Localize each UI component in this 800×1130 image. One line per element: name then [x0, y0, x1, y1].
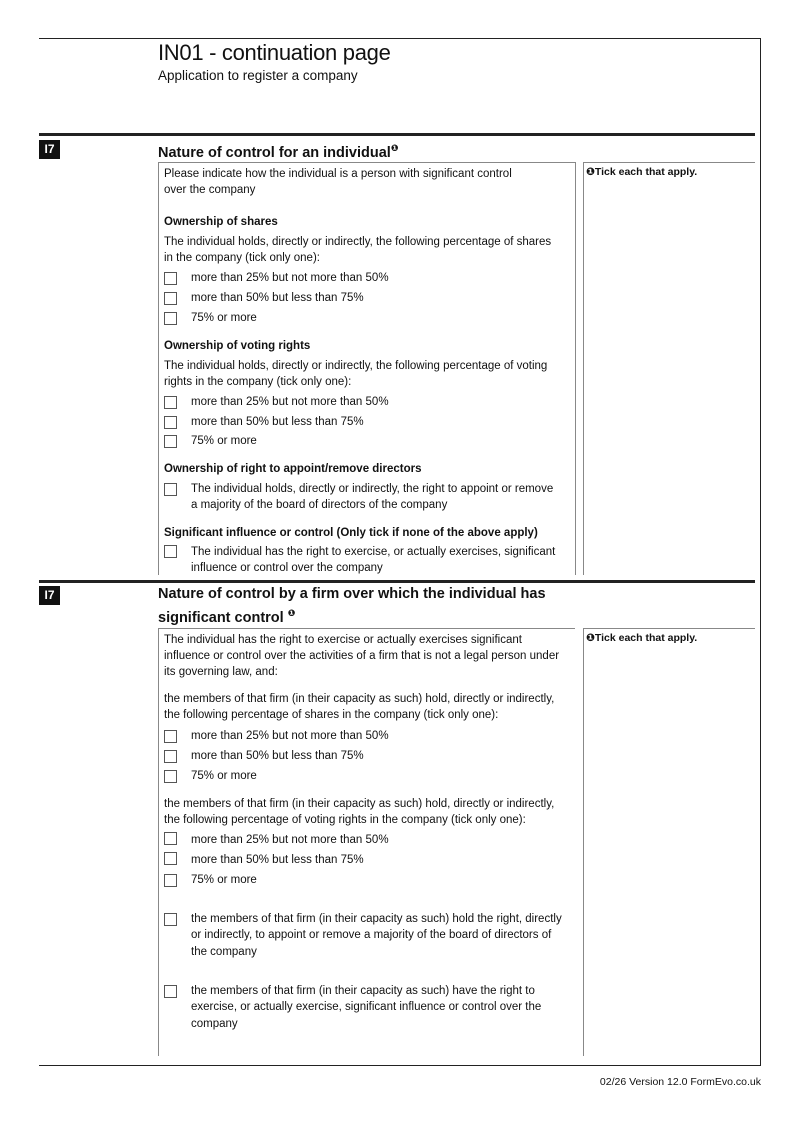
section1-title: [158, 139, 578, 163]
section1-top-rule: [39, 133, 755, 136]
shares-heading: Ownership of shares: [164, 216, 278, 228]
section2-side-top: [583, 628, 755, 629]
voting-option-label: more than 50% but less than 75%: [191, 416, 364, 428]
voting-desc-line1: The individual holds, directly or indirectly, the following percentage of voting: [164, 360, 548, 372]
section1-field-right: [575, 162, 576, 575]
section1-intro-line1: Please indicate how the individual is a person with significant control: [164, 168, 512, 180]
firm-influence-line3: company: [191, 1018, 238, 1030]
section2-side-left: [583, 628, 584, 1056]
shares-option-25-50-checkbox[interactable]: [164, 272, 177, 285]
influence-heading: Significant influence or control (Only tick if none of the above apply): [164, 527, 538, 539]
firm-shares-option-50-75-checkbox[interactable]: [164, 750, 177, 763]
directors-option-line2: a majority of the board of directors of the company: [191, 499, 448, 511]
shares-option-50-75-checkbox[interactable]: [164, 292, 177, 305]
section2-top-rule: [39, 580, 755, 583]
page-subtitle: Application to register a company: [158, 68, 358, 83]
bottom-border: [39, 1065, 761, 1066]
section1-badge: I7: [39, 140, 60, 159]
top-border: [39, 38, 761, 39]
section1-side-left: [583, 162, 584, 575]
firm-influence-line2: exercise, or actually exercise, significant influence or control over the: [191, 1001, 542, 1013]
footer-version: 02/26 Version 12.0 FormEvo.co.uk: [599, 1076, 761, 1088]
firm-directors-line3: the company: [191, 946, 257, 958]
page-title: IN01 - continuation page: [158, 40, 391, 65]
voting-option-label: more than 25% but not more than 50%: [191, 396, 389, 408]
section1-field-top: [158, 162, 575, 163]
voting-option-label: 75% or more: [191, 435, 257, 447]
voting-desc-line2: rights in the company (tick only one):: [164, 376, 352, 388]
info-note-icon: ❶: [287, 608, 296, 618]
firm-influence-line1: the members of that firm (in their capacity as such) have the right to: [191, 985, 535, 997]
firm-voting-option-50-75-checkbox[interactable]: [164, 852, 177, 865]
firm-voting-option-75-plus-checkbox[interactable]: [164, 874, 177, 887]
right-border: [760, 38, 761, 1066]
firm-shares-option-label: more than 25% but not more than 50%: [191, 730, 389, 742]
info-note-icon: ❶: [390, 143, 399, 153]
directors-option-line1: The individual holds, directly or indirectly, the right to appoint or remove: [191, 483, 554, 495]
firm-directors-checkbox[interactable]: [164, 913, 177, 926]
firm-directors-line1: the members of that firm (in their capacity as such) hold the right, directly: [191, 913, 562, 925]
firm-shares-option-label: 75% or more: [191, 770, 257, 782]
section2-title-line2: [158, 604, 578, 628]
influence-option-line2: influence or control over the company: [191, 562, 383, 574]
section2-intro-line2: influence or control over the activities of a firm that is not a legal person under: [164, 650, 560, 662]
section2-title-line1: Nature of control by a firm over which the individual has: [158, 586, 546, 602]
voting-option-75-plus-checkbox[interactable]: [164, 435, 177, 448]
section2-intro-line1: The individual has the right to exercise or actually exercises significant: [164, 634, 522, 646]
section1-side-top: [583, 162, 755, 163]
firm-voting-option-25-50-checkbox[interactable]: [164, 832, 177, 845]
directors-heading: Ownership of right to appoint/remove directors: [164, 463, 422, 475]
firm-shares-desc-line2: the following percentage of shares in the company (tick only one):: [164, 709, 499, 721]
section1-title-text: Nature of control for an individual: [158, 144, 391, 161]
influence-option-checkbox[interactable]: [164, 545, 177, 558]
section2-badge: I7: [39, 586, 60, 605]
influence-option-line1: The individual has the right to exercise, or actually exercises, significant: [191, 546, 556, 558]
section2-intro-line3: its governing law, and:: [164, 666, 278, 678]
section1-field-left: [158, 162, 159, 575]
voting-heading: Ownership of voting rights: [164, 340, 311, 352]
firm-shares-option-label: more than 50% but less than 75%: [191, 750, 364, 762]
firm-shares-desc-line1: the members of that firm (in their capacity as such) hold, directly or indirectly,: [164, 693, 555, 705]
section2-field-left: [158, 628, 159, 1056]
section1-sidebar-note: ❶Tick each that apply.: [586, 166, 698, 178]
firm-shares-option-25-50-checkbox[interactable]: [164, 730, 177, 743]
firm-voting-desc-line2: the following percentage of voting rights in the company (tick only one):: [164, 814, 526, 826]
directors-option-checkbox[interactable]: [164, 483, 177, 496]
shares-option-75-plus-checkbox[interactable]: [164, 312, 177, 325]
shares-option-label: 75% or more: [191, 312, 257, 324]
section1-intro-line2: over the company: [164, 184, 256, 196]
shares-desc-line2: in the company (tick only one):: [164, 252, 320, 264]
section2-field-top: [158, 628, 575, 629]
shares-desc-line1: The individual holds, directly or indirectly, the following percentage of shares: [164, 236, 552, 248]
firm-voting-option-label: more than 25% but not more than 50%: [191, 834, 389, 846]
section2-title-text: significant control: [158, 609, 284, 626]
section2-sidebar-note: ❶Tick each that apply.: [586, 632, 698, 644]
voting-option-50-75-checkbox[interactable]: [164, 416, 177, 429]
firm-voting-desc-line1: the members of that firm (in their capacity as such) hold, directly or indirectly,: [164, 798, 555, 810]
shares-option-label: more than 50% but less than 75%: [191, 292, 364, 304]
firm-directors-line2: or indirectly, to appoint or remove a majority of the board of directors of: [191, 929, 552, 941]
firm-voting-option-label: 75% or more: [191, 874, 257, 886]
firm-shares-option-75-plus-checkbox[interactable]: [164, 770, 177, 783]
firm-voting-option-label: more than 50% but less than 75%: [191, 854, 364, 866]
firm-influence-checkbox[interactable]: [164, 985, 177, 998]
shares-option-label: more than 25% but not more than 50%: [191, 272, 389, 284]
voting-option-25-50-checkbox[interactable]: [164, 396, 177, 409]
